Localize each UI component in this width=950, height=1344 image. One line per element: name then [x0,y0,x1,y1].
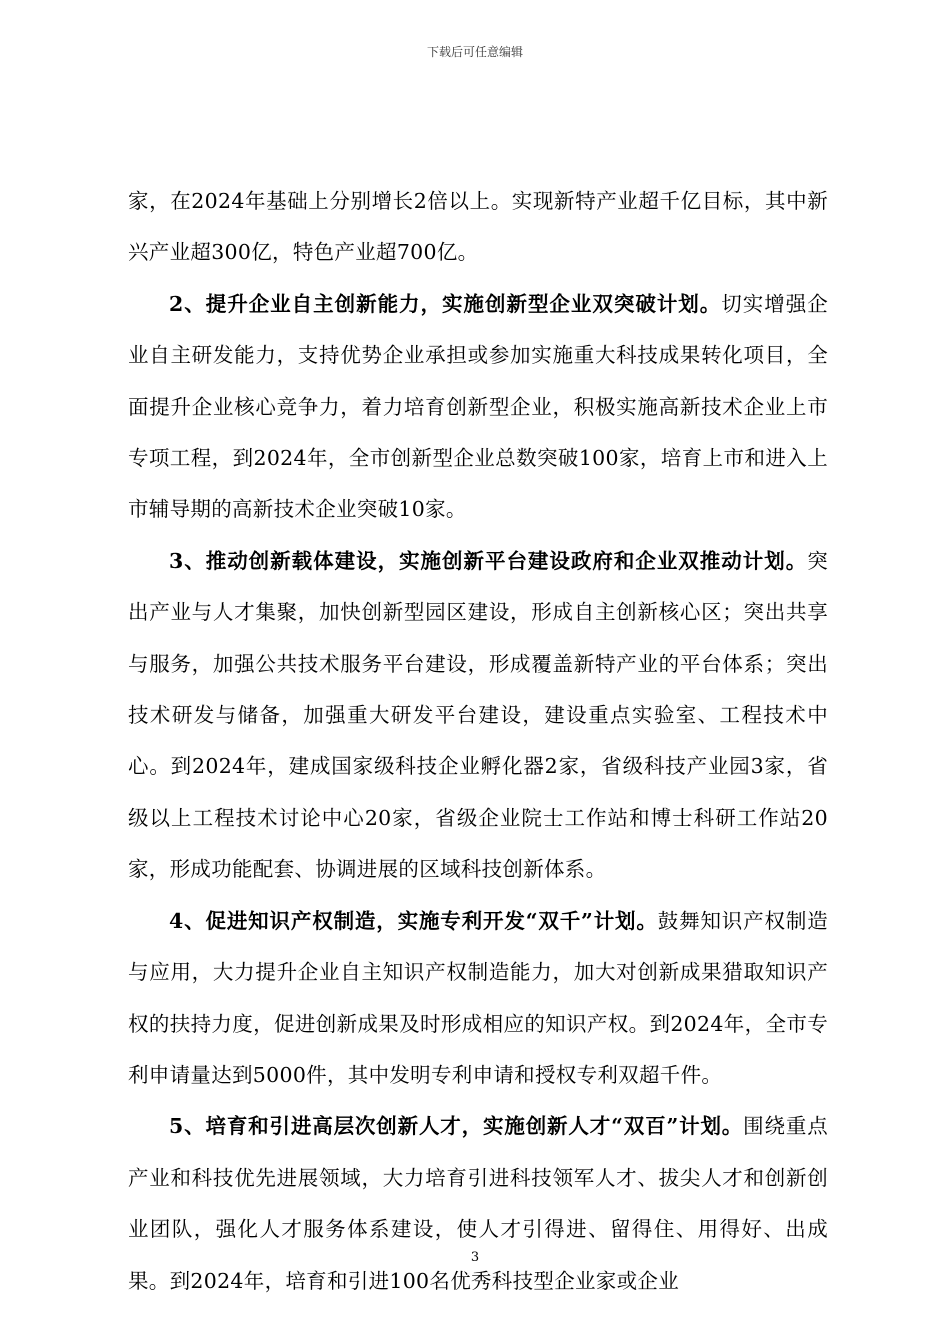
paragraph-heading: 2、提升企业自主创新能力，实施创新型企业双突破计划。 [169,291,722,316]
paragraph-enterprise-innovation [128,279,828,536]
paragraph-intellectual-property [128,896,828,1102]
paragraph-text: 围绕重点产业和科技优先进展领域，大力培育引进科技领军人才、拔尖人才和创新创业团队，强化人才服务体系建设，使人才引得进、留得住、用得好、出成果。到2024年，培育和引进100名优秀科技型企业家或企业 [128,1114,829,1293]
paragraph-talent [128,1101,828,1307]
page-number: 3 [470,1250,480,1265]
paragraph-heading: 5、培育和引进高层次创新人才，实施创新人才“双百”计划。 [169,1114,744,1139]
paragraph-heading: 3、推动创新载体建设，实施创新平台建设政府和企业双推动计划。 [169,548,808,573]
document-body [128,176,828,1307]
paragraph-text: 家，在2024年基础上分别增长2倍以上。实现新特产业超千亿目标，其中新兴产业超300亿，特色产业超700亿。 [128,189,828,265]
paragraph-text: 鼓舞知识产权制造与应用，大力提升企业自主知识产权制造能力，加大对创新成果猎取知识产权的扶持力度，促进创新成果及时形成相应的知识产权。到2024年，全市专利申请量达到5000件，其中发明专利申请和授权专利双超千件。 [128,908,828,1087]
paragraph-innovation-platform [128,536,828,896]
page-header: 下载后可任意编辑 [426,45,523,59]
paragraph-text: 突出产业与人才集聚，加快创新型园区建设，形成自主创新核心区；突出共享与服务，加强公共技术服务平台建设，形成覆盖新特产业的平台体系；突出技术研发与储备，加强重大研发平台建设，建设重点实验室、工程技术中心。到2024年，建成国家级科技企业孵化器2家，省级科技产业园3家，省级以上工程技术讨论中心20家，省级企业院士工作站和博士科研工作站20家，形成功能配套、协调进展的区域科技创新体系。 [128,548,828,882]
paragraph-continuation [128,176,828,279]
paragraph-text: 切实增强企业自主研发能力，支持优势企业承担或参加实施重大科技成果转化项目，全面提升企业核心竞争力，着力培育创新型企业，积极实施高新技术企业上市专项工程，到2024年，全市创新型企业总数突破100家，培育上市和进入上市辅导期的高新技术企业突破10家。 [128,291,829,522]
paragraph-heading: 4、促进知识产权制造，实施专利开发“双千”计划。 [169,908,658,933]
